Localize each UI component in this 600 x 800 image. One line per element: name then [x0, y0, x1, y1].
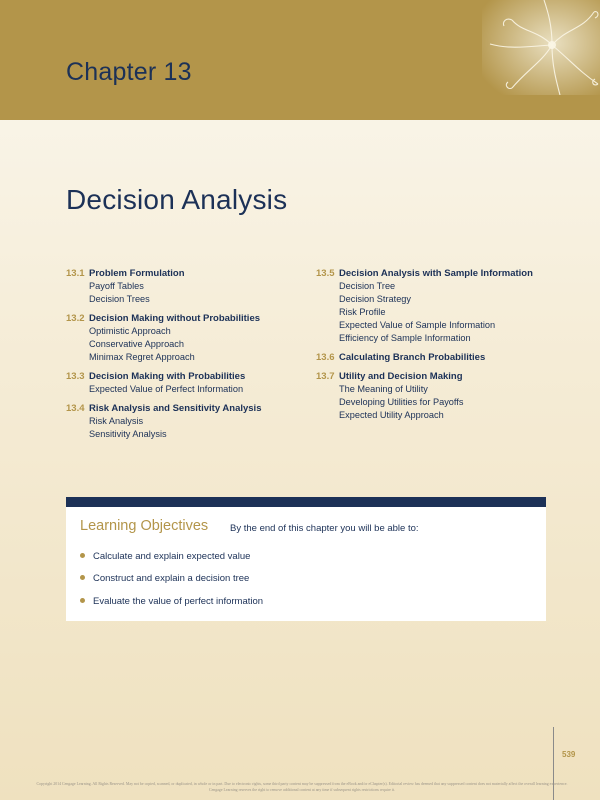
toc-section	[316, 370, 576, 422]
toc-subsection: Expected Value of Sample Information	[339, 320, 496, 330]
toc-section-title: Utility and Decision Making	[339, 371, 463, 382]
toc-section	[66, 402, 306, 441]
bullet-icon	[80, 575, 85, 580]
objective-item	[80, 551, 250, 562]
toc-section-heading	[66, 267, 306, 280]
toc-subsection: Minimax Regret Approach	[89, 352, 195, 362]
toc-section-number: 13.1	[66, 268, 85, 279]
toc-subsection: Risk Profile	[339, 307, 386, 317]
toc-subsection: Conservative Approach	[89, 339, 184, 349]
objective-item	[80, 573, 249, 584]
toc-section	[66, 267, 306, 306]
page-number: 539	[562, 750, 576, 759]
bullet-icon	[80, 598, 85, 603]
copyright-notice: Copyright 2014 Cengage Learning. All Rights Reserved. May not be copied, scanned, or duplicated, in whole or in part. Due to electronic rights, some third party content may be suppressed from the eBook and/or eChapter(s). Editorial review has deemed that any suppressed content does not materially affect the overall learning experience. Cengage Learning reserves the right to remove additional content at any time if subsequent rights restrictions require it.	[36, 782, 568, 792]
toc-section-number: 13.6	[316, 352, 335, 363]
toc-section-title: Decision Analysis with Sample Information	[339, 268, 533, 279]
objective-text: Calculate and explain expected value	[93, 551, 251, 562]
toc-section-title: Problem Formulation	[89, 268, 185, 279]
chapter-label: Chapter 13	[66, 58, 192, 86]
learning-objectives-bar	[66, 497, 546, 507]
toc-subsection: Optimistic Approach	[89, 326, 171, 336]
toc-section-heading	[66, 312, 306, 325]
bullet-icon	[80, 553, 85, 558]
toc-section-number: 13.4	[66, 403, 85, 414]
toc-section-heading	[316, 351, 576, 364]
toc-section	[316, 351, 576, 364]
toc-section-number: 13.5	[316, 268, 335, 279]
learning-objectives-title: Learning Objectives	[80, 518, 209, 534]
toc-subsection: Decision Strategy	[339, 294, 412, 304]
toc-section	[66, 370, 306, 396]
toc-section-title: Calculating Branch Probabilities	[339, 352, 486, 363]
toc-section-heading	[316, 370, 576, 383]
objective-text: Construct and explain a decision tree	[93, 573, 250, 584]
toc-section-title: Decision Making with Probabilities	[89, 371, 246, 382]
learning-objectives-box	[66, 497, 546, 621]
toc-subsection: Developing Utilities for Payoffs	[339, 397, 464, 407]
toc-section-heading	[66, 402, 306, 415]
toc-section-heading	[66, 370, 306, 383]
toc-subsection: Payoff Tables	[89, 281, 144, 291]
toc-section-number: 13.3	[66, 371, 85, 382]
toc-subsection: Risk Analysis	[89, 416, 144, 426]
toc-section-number: 13.7	[316, 371, 335, 382]
toc-subsection: Decision Tree	[339, 281, 396, 291]
toc-subsection: Efficiency of Sample Information	[339, 333, 471, 343]
toc-right-column	[316, 267, 576, 428]
toc-subsection: Expected Utility Approach	[339, 410, 444, 420]
toc-section	[66, 312, 306, 364]
objective-text: Evaluate the value of perfect information	[93, 596, 264, 607]
header-band	[0, 0, 600, 120]
toc-section-title: Decision Making without Probabilities	[89, 313, 261, 324]
toc-section	[316, 267, 576, 345]
toc-subsection: Decision Trees	[89, 294, 150, 304]
objective-item	[80, 596, 263, 607]
toc-subsection: Sensitivity Analysis	[89, 429, 167, 439]
toc-section-heading	[316, 267, 576, 280]
chapter-title: Decision Analysis	[66, 184, 288, 215]
toc-section-title: Risk Analysis and Sensitivity Analysis	[89, 403, 262, 414]
toc-subsection: The Meaning of Utility	[339, 384, 428, 394]
toc-subsection: Expected Value of Perfect Information	[89, 384, 244, 394]
fractal-ornament-icon	[482, 0, 600, 95]
toc-left-column	[66, 267, 306, 447]
toc-section-number: 13.2	[66, 313, 85, 324]
learning-objectives-intro: By the end of this chapter you will be able to:	[230, 523, 419, 534]
